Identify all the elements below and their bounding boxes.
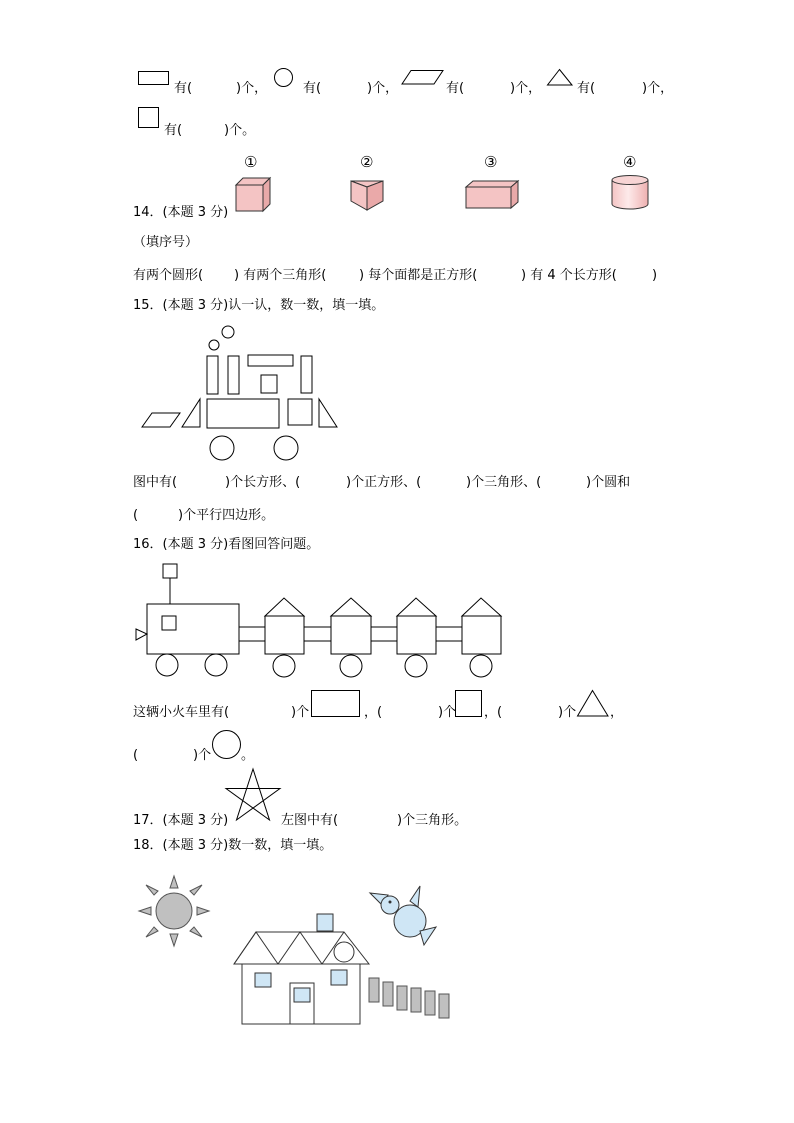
circle-icon: [274, 68, 294, 88]
q13-tri-tail: )个，: [642, 81, 674, 96]
q15-l1-3: )个三角形、(: [466, 475, 542, 490]
triangular-prism-icon: [350, 177, 384, 213]
q14-num-2: ②: [360, 153, 374, 171]
q16-l1-2: ，(: [364, 705, 383, 720]
q13-square-label: 有(: [164, 123, 183, 138]
q16-l2-1: )个: [193, 748, 212, 763]
q16-l2-0: (: [133, 748, 139, 763]
parallelogram-icon: [401, 70, 445, 86]
star-icon: [225, 768, 281, 824]
q14-blank-5: ): [652, 268, 658, 283]
q16-l1-4: ，(: [484, 705, 503, 720]
q16-l2-2: 。: [241, 748, 255, 763]
triangle-icon: [577, 690, 609, 718]
q18-header: 18．(本题 3 分)数一数，填一填。: [133, 838, 333, 853]
q15-l1-2: )个正方形、(: [346, 475, 422, 490]
gray-bars-icon: [368, 976, 452, 1022]
q14-blank-2: ) 有两个三角形(: [234, 268, 327, 283]
q16-l1-5: )个: [558, 705, 577, 720]
q15-l1-1: )个长方形、(: [225, 475, 301, 490]
q17-text-0: 左图中有(: [281, 813, 339, 828]
q16-l1-3: )个: [438, 705, 457, 720]
circle-icon: [212, 730, 242, 760]
q13-tri-label: 有(: [577, 81, 596, 96]
q14-num-1: ①: [244, 153, 258, 171]
house-icon: [232, 910, 372, 1028]
rectangle-icon: [138, 71, 170, 87]
train-with-cars-figure: [133, 560, 508, 682]
triangle-icon: [547, 69, 573, 87]
q14-num-4: ④: [623, 153, 637, 171]
q15-header: 15．(本题 3 分)认一认，数一数，填一填。: [133, 298, 385, 313]
q15-l2-0: (: [133, 508, 139, 523]
square-icon: [455, 690, 483, 718]
q13-rect-label: 有(: [174, 81, 193, 96]
q17-header: 17．(本题 3 分): [133, 813, 229, 828]
q14-blank-4: ) 有 4 个长方形(: [521, 268, 617, 283]
q16-l1-6: ，: [610, 705, 624, 720]
q14-num-3: ③: [484, 153, 498, 171]
square-icon: [138, 107, 160, 129]
q13-square-tail: )个。: [224, 123, 256, 138]
sun-icon: [137, 873, 211, 949]
q17-text-1: )个三角形。: [397, 813, 468, 828]
q15-l2-1: )个平行四边形。: [178, 508, 275, 523]
q13-para-tail: )个，: [510, 81, 542, 96]
q15-l1-0: 图中有(: [133, 475, 178, 490]
cuboid-icon: [465, 180, 519, 210]
q13-circle-label: 有(: [303, 81, 322, 96]
q14-header: 14．(本题 3 分): [133, 205, 229, 220]
shape-train-figure: [140, 322, 345, 464]
q13-circle-tail: )个，: [367, 81, 399, 96]
q16-l1-1: )个: [291, 705, 310, 720]
q14-hint: （填序号）: [133, 235, 199, 250]
q14-blank-1: 有两个圆形(: [133, 268, 204, 283]
q14-blank-3: ) 每个面都是正方形(: [359, 268, 478, 283]
bird-icon: [368, 883, 440, 949]
q13-para-label: 有(: [446, 81, 465, 96]
rectangle-icon: [311, 690, 361, 718]
cube-icon: [235, 177, 271, 213]
cylinder-icon: [611, 175, 651, 211]
q16-header: 16．(本题 3 分)看图回答问题。: [133, 537, 320, 552]
q16-l1-0: 这辆小火车里有(: [133, 705, 230, 720]
q15-l1-4: )个圆和: [586, 475, 631, 490]
q13-rect-tail: )个，: [236, 81, 268, 96]
